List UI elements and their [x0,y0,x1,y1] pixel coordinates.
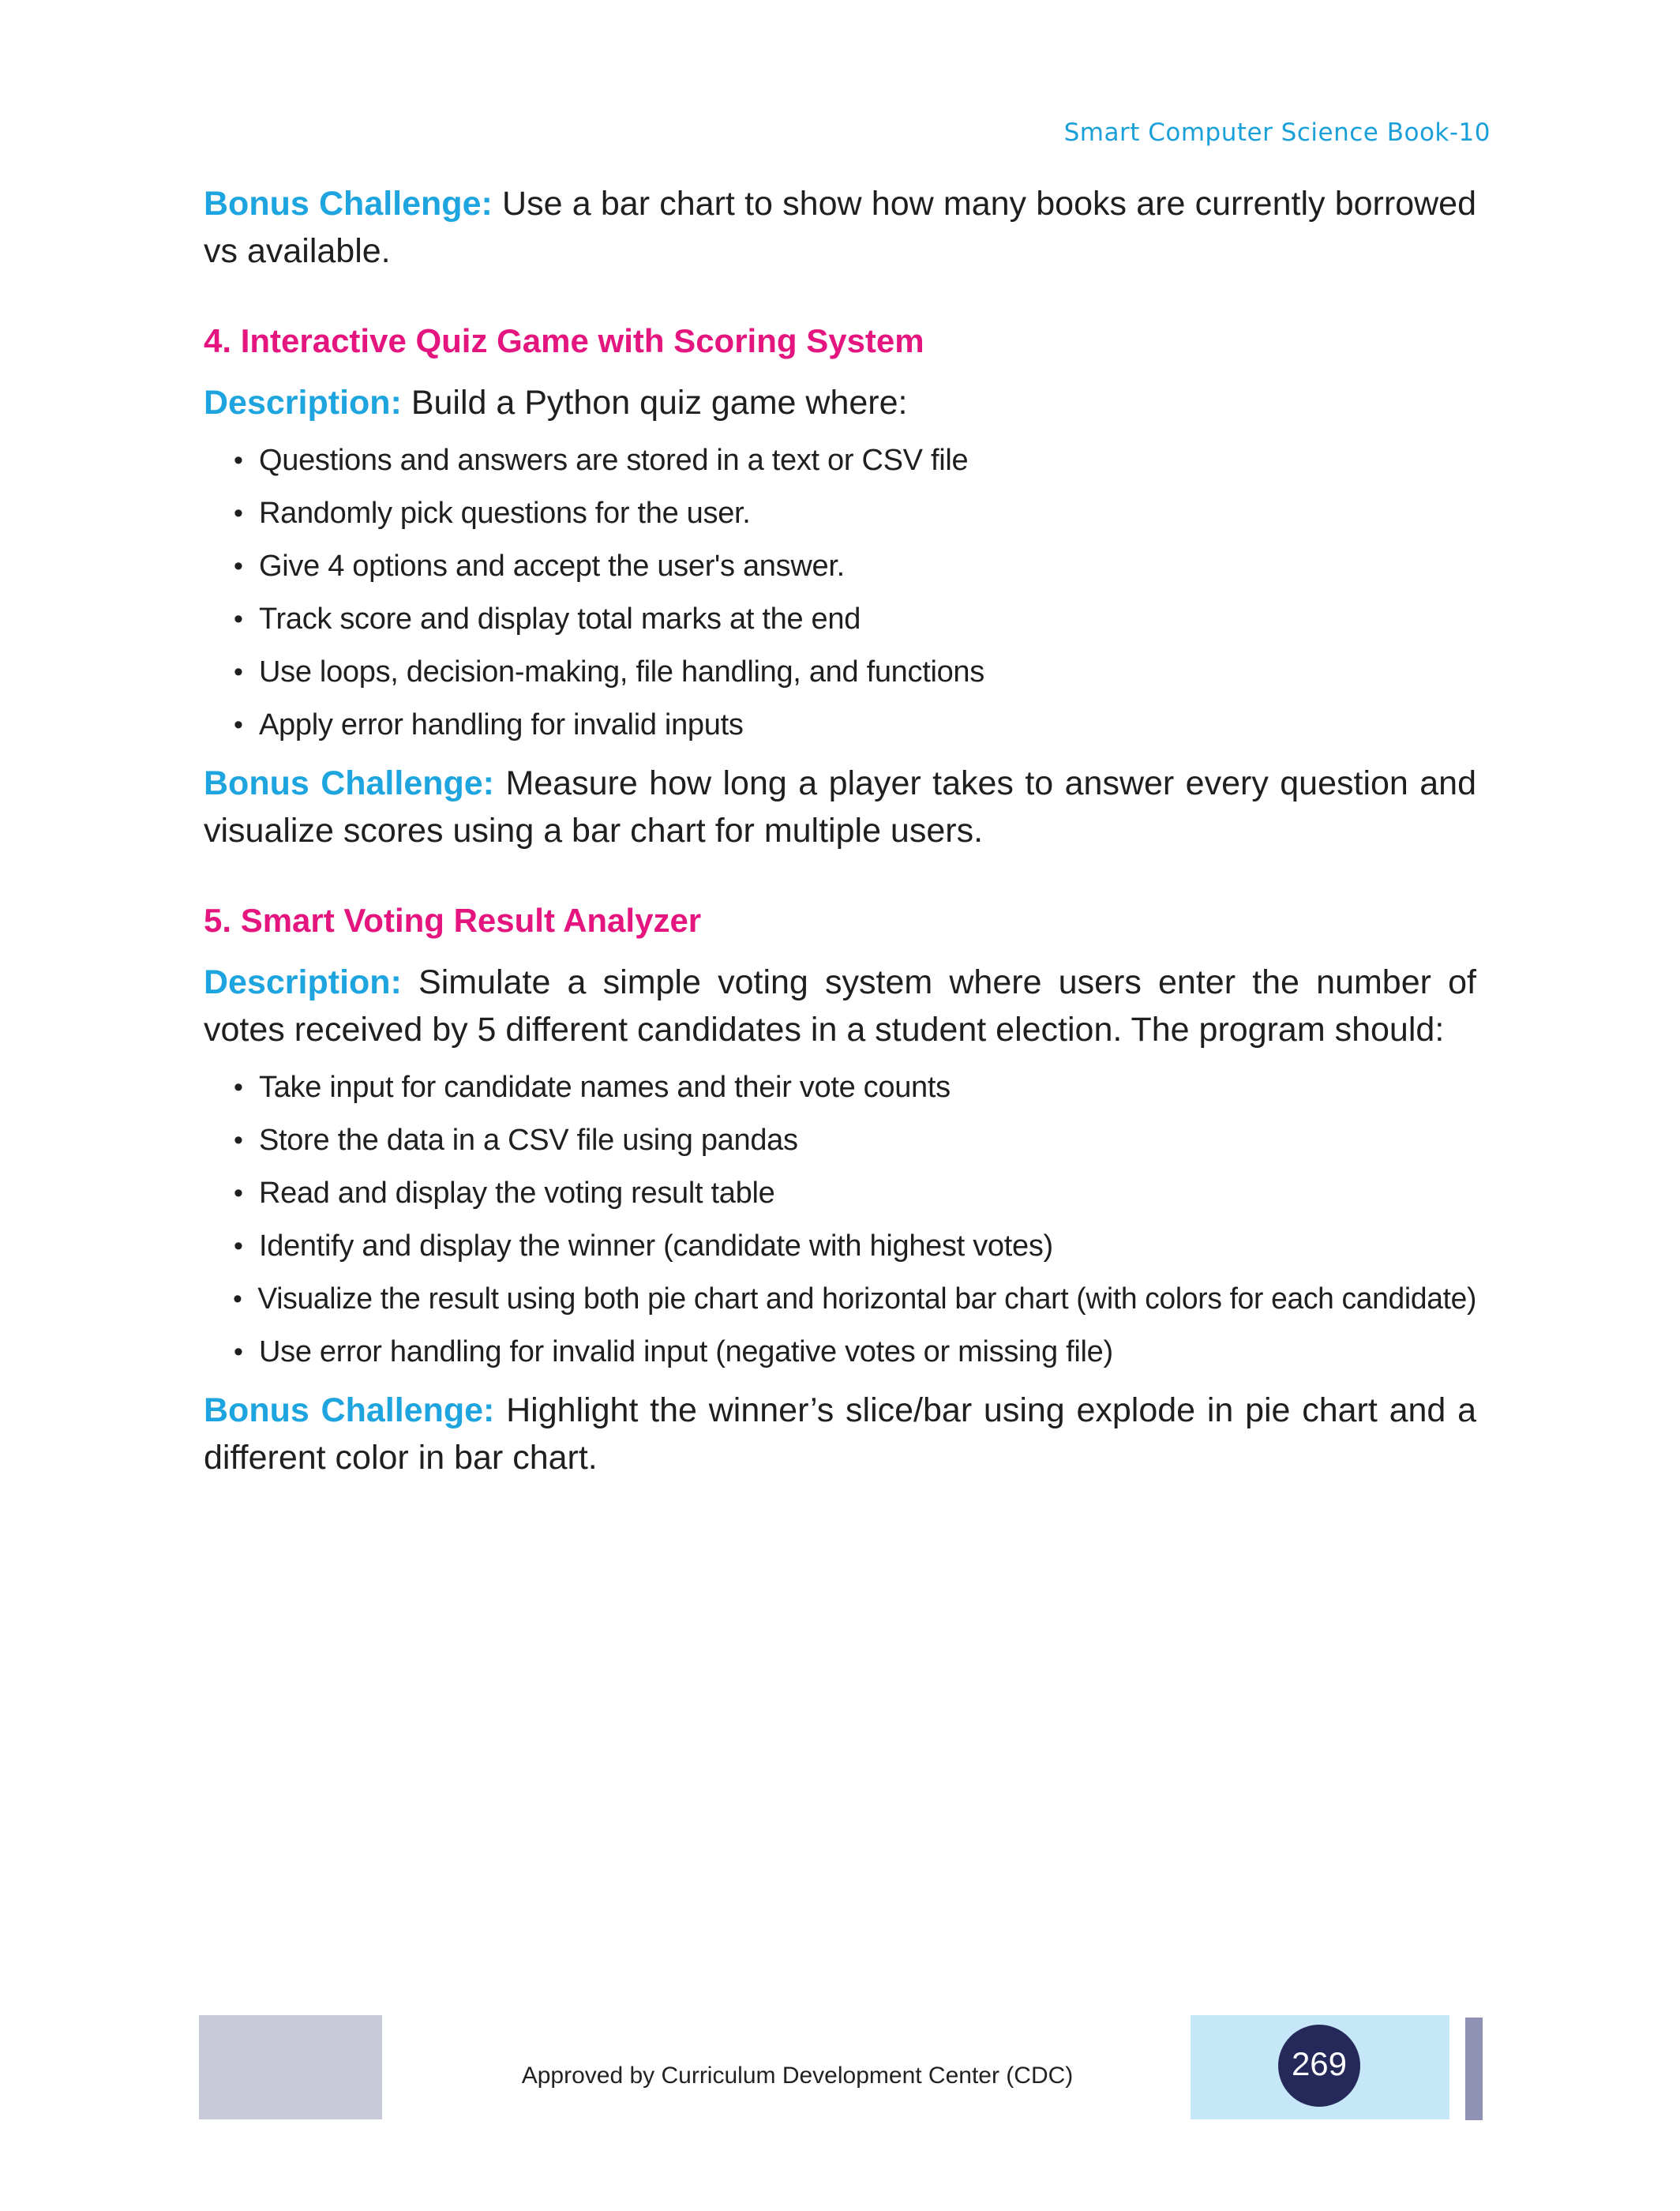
page-number: 269 [1278,2025,1360,2107]
list-item: • Store the data in a CSV file using pandas [204,1114,798,1167]
section5-bonus-paragraph [204,1387,1476,1481]
list-item: • Visualize the result using both pie chart and horizontal bar chart (with colors for each candidate) [204,1273,1476,1326]
list-item: • Read and display the voting result table [204,1167,774,1220]
intro-bonus-text: Use a bar chart to show how many books are currently borrowed vs available. [204,185,1476,270]
page-content [204,180,1476,1481]
footer-edge-bar [1465,2018,1483,2120]
section4-description-text: Build a Python quiz game where: [401,384,908,422]
section5-bonus-label: Bonus Challenge: [204,1391,495,1429]
list-item: • Questions and answers are stored in a text or CSV file [204,434,968,487]
list-item: • Apply error handling for invalid inputs [204,699,744,752]
section5-description-text: Simulate a simple voting system where users enter the number of votes received by 5 different candidates in a student election. The program should: [204,963,1476,1049]
section4-description [204,379,1476,426]
section4-bonus-paragraph [204,760,1476,854]
section4-heading: 4. Interactive Quiz Game with Scoring System [204,322,924,359]
footer-left-block [199,2015,382,2119]
section5-description [204,959,1476,1053]
section4-list [204,434,1476,752]
list-item: • Identify and display the winner (candidate with highest votes) [204,1220,1053,1273]
intro-bonus-label: Bonus Challenge: [204,185,493,223]
intro-bonus-paragraph [204,180,1476,275]
list-item: • Take input for candidate names and their vote counts [204,1061,951,1114]
section5-list [204,1061,1476,1379]
list-item: • Use error handling for invalid input (negative votes or missing file) [204,1326,1113,1379]
list-item: • Use loops, decision-making, file handling, and functions [204,646,984,699]
list-item: • Give 4 options and accept the user's answer. [204,540,845,593]
footer-approval-text: Approved by Curriculum Development Center (CDC) [521,2063,1074,2089]
section4-bonus-label: Bonus Challenge: [204,764,495,802]
running-head-book-title: Smart Computer Science Book-10 [1063,118,1491,147]
section5-heading: 5. Smart Voting Result Analyzer [204,902,702,939]
section4-bonus-text: Measure how long a player takes to answer every question and visualize scores using a bar chart for multiple users. [204,764,1476,850]
list-item: • Track score and display total marks at the end [204,593,861,646]
section5-bonus-text: Highlight the winner’s slice/bar using explode in pie chart and a different color in bar chart. [204,1391,1476,1477]
section4-description-label: Description: [204,384,402,422]
list-item: • Randomly pick questions for the user. [204,487,751,540]
section5-description-label: Description: [204,963,402,1001]
